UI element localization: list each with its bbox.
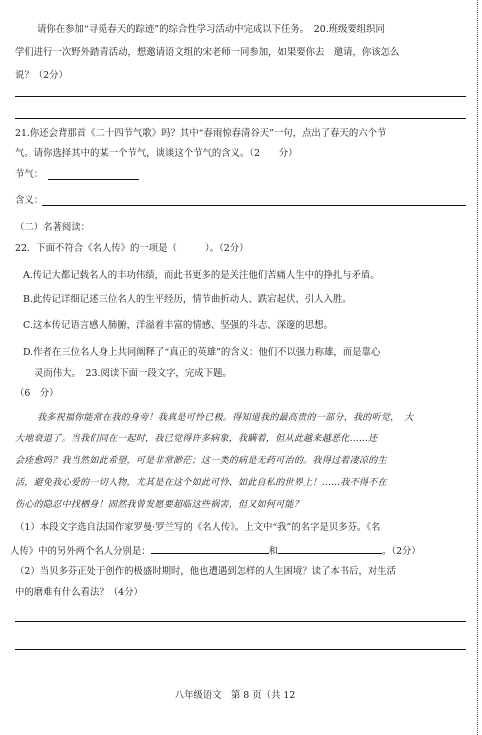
q21-line-2: 气。请你选择其中的某一个节气，谈谈这个节气的含义。（2 分） bbox=[15, 148, 298, 159]
passage-line-2: 大地衰退了。当我们同在一起时，我已觉得许多病象，我瞒着，但从此越来越恶化……还 bbox=[15, 434, 378, 444]
q21-line-1: 21.你还会背那首《二十四节气歌》吗？其中“春雨惊春清谷天”一句，点出了春天的六个节 bbox=[15, 128, 387, 139]
binding-margin-dotted-line bbox=[477, 0, 478, 735]
sub2-line-2: 中的磨难有什么看法？（4分） bbox=[15, 587, 143, 598]
passage-line-4: 活，避免我心爱的一切人物，尤其是在这个如此可怜、如此自私的世界上！……我不得不在 bbox=[15, 478, 387, 488]
q22-option-a: A.传记大都记载名人的丰功伟绩，而此书更多的是关注他们苦痛人生中的挣扎与矛盾。 bbox=[23, 270, 380, 281]
jieqi-label: 节气： bbox=[15, 169, 44, 180]
q22-stem: 22．下面不符合《名人传》的一项是（ ）。（2分） bbox=[15, 243, 249, 254]
passage-line-5: 伤心的隐忍中找栖身！固然我曾发愿要超临这些祸害，但又如何可能？ bbox=[15, 500, 304, 510]
famous-person-blank-1[interactable] bbox=[151, 543, 269, 554]
sub2-answer-line-1[interactable] bbox=[15, 621, 466, 622]
sub2-line-1: （2）当贝多芬正处于创作的极盛时期时，他也遭遇到怎样的人生困境？读了本书后，对生活 bbox=[15, 566, 396, 577]
q22-option-c: C.这本传记语言感人肺腑，洋溢着丰富的情感、坚强的斗志、深邃的思想。 bbox=[23, 320, 333, 331]
passage-line-1: 我多祝福你能常在我的身旁！我真是可怜已极。得知道我的最高贵的一部分，我的听觉， 大 bbox=[37, 413, 414, 423]
q20-line-1: 请你在参加“寻觅春天的踪迹”的综合性学习活动中完成以下任务。 20.班级要组织同 bbox=[37, 24, 385, 35]
famous-person-blank-2[interactable] bbox=[278, 543, 382, 554]
q20-answer-line[interactable] bbox=[15, 96, 466, 97]
passage-line-3: 会痊愈吗？我当然如此希望，可是非常渺茫；这一类的病是无药可治的。我得过着凄凉的生 bbox=[15, 456, 387, 466]
hanyi-label: 含义： bbox=[15, 195, 44, 206]
jieqi-answer-blank[interactable] bbox=[48, 179, 139, 180]
q22-option-d-line-1: D.作者在三位名人身上共同阐释了“真正的英雄”的含义：他们不以强力称雄，而是靠心 bbox=[23, 347, 381, 358]
q22-option-b: B.此传记详细记述三位名人的生平经历，情节曲折动人、跌宕起伏、引人入胜。 bbox=[23, 294, 352, 305]
q20-answer-line-2[interactable] bbox=[15, 118, 466, 119]
q20-line-3: 说？（2分） bbox=[15, 70, 68, 81]
section-heading: （二）名著阅读： bbox=[15, 222, 91, 233]
sub1-and: 和 bbox=[268, 546, 279, 557]
page-footer: 八年级语文 第 8 页（共 12 bbox=[174, 690, 296, 701]
hanyi-answer-blank[interactable] bbox=[42, 205, 466, 206]
q22-option-d-line-2: 灵而伟大。 23.阅读下面一段文字，完成下题。 bbox=[34, 368, 232, 379]
sub1-line-2 bbox=[10, 543, 421, 558]
sub1-prefix: 人传》中的另外两个名人分别是： bbox=[10, 546, 151, 557]
sub1-line-1: （1）本段文字选自法国作家罗曼·罗兰写的《名人传》。上文中“我”的名字是贝多芬。《名 bbox=[15, 522, 381, 533]
sub1-score: 。（2分） bbox=[382, 546, 421, 557]
q23-score: （6 分） bbox=[15, 388, 59, 399]
sub2-answer-line-2[interactable] bbox=[15, 649, 466, 650]
q20-line-2: 学们进行一次野外踏青活动，想邀请语文组的宋老师一同参加，如果要你去 邀请，你该怎么 bbox=[15, 47, 400, 58]
